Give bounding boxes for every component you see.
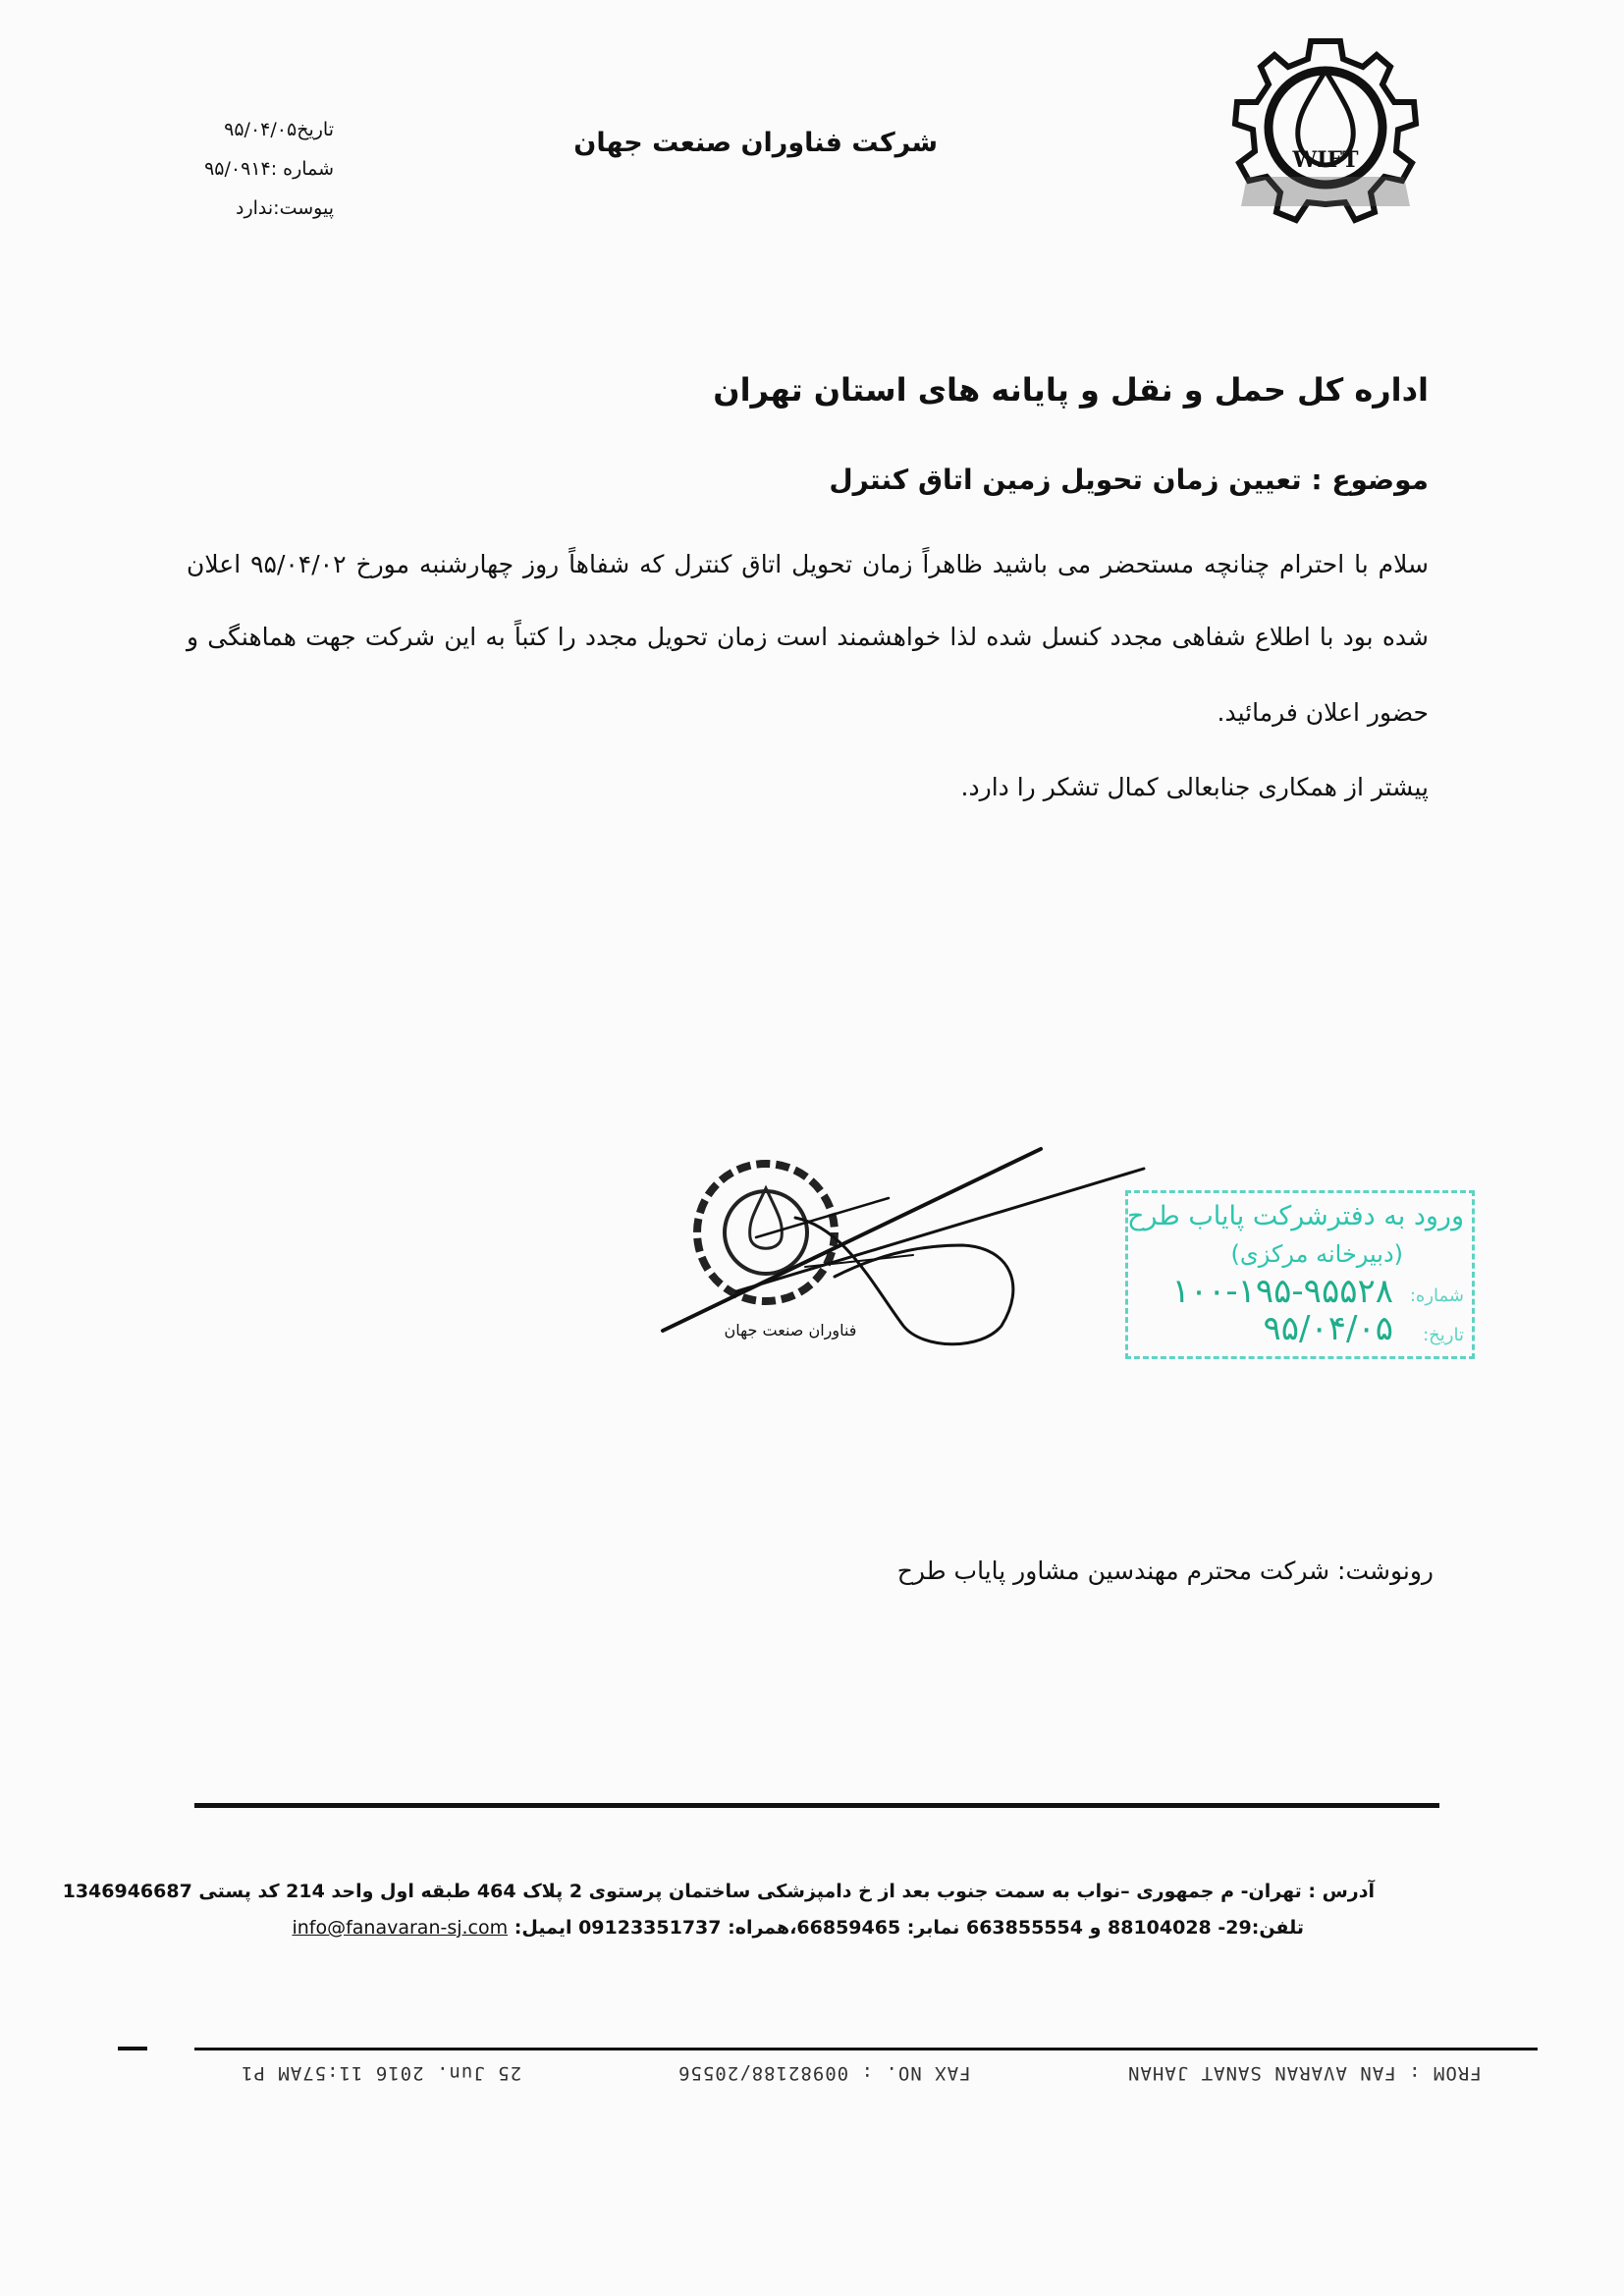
subject-line: موضوع : تعیین زمان تحویل زمین اتاق کنترل — [829, 464, 1429, 496]
scan-mark — [118, 2047, 147, 2050]
body-line: شده بود با اطلاع شفاهی مجدد کنسل شده لذا خواهشمند است زمان تحویل مجدد را کتباً به این شرکت جهت هماهنگی و — [187, 623, 1429, 651]
stamp-subtitle: (دبیرخانه مرکزی) — [1230, 1240, 1403, 1268]
body-line: پیشتر از همکاری جنابعالی کمال تشکر را دارد. — [960, 773, 1429, 801]
footer-email-link[interactable]: info@fanavaran-sj.com — [292, 1917, 509, 1939]
svg-text:WIFT: WIFT — [1292, 147, 1359, 173]
footer-divider — [194, 1803, 1439, 1808]
company-logo-gear-drop — [1227, 29, 1424, 236]
footer-phones: تلفن:29- 88104028 و 663855554 نمابر: 66859465،همراه: 09123351737 ایمیل: — [514, 1917, 1304, 1939]
stamp-number-value: ۱۰۰-۱۹۵-۹۵۵۲۸ — [1171, 1272, 1393, 1311]
company-name-heading: شرکت فناوران صنعت جهان — [573, 128, 938, 158]
letter-meta — [187, 110, 334, 228]
footer-contact — [196, 1917, 1304, 1939]
received-stamp — [1125, 1190, 1475, 1359]
stamp-number-label: شماره: — [1409, 1285, 1464, 1306]
stamp-date-label: تاریخ: — [1423, 1325, 1464, 1345]
letter-date: تاریخ۹۵/۰۴/۰۵ — [224, 119, 334, 140]
seal-text: فناوران صنعت جهان — [724, 1321, 857, 1339]
stamp-date-value: ۹۵/۰۴/۰۵ — [1263, 1309, 1393, 1348]
letter-number: شماره :۹۵/۰۹۱۴ — [204, 158, 334, 180]
carbon-copy-line: رونوشت: شرکت محترم مهندسین مشاور پایاب طرح — [896, 1557, 1434, 1585]
fax-datetime-page: 25 Jun. 2016 11:57AM P1 — [241, 2062, 522, 2084]
letter-attachment: پیوست:ندارد — [236, 197, 334, 219]
recipient-heading: اداره کل حمل و نقل و پایانه های استان تهران — [713, 371, 1429, 409]
fax-number: FAX NO. : 00982188/20556 — [677, 2062, 971, 2084]
body-line: حضور اعلان فرمائید. — [1217, 698, 1429, 727]
body-line: سلام با احترام چنانچه مستحضر می باشید ظاهراً زمان تحویل اتاق کنترل که شفاهاً روز چهارشنبه مورخ ۹۵/۰۴/۰۲ اعلان — [187, 550, 1429, 578]
signature-and-seal — [648, 1129, 1149, 1355]
fax-from: FROM : FAN AVARAN SANAT JAHAN — [1127, 2062, 1482, 2084]
footer-address: آدرس : تهران- م جمهوری –نواب به سمت جنوب بعد از خ دامپزشکی ساختمان پرستوی 2 پلاک 464 طبقه اول واحد 214 کد پستی 1346946687 — [62, 1881, 1375, 1902]
fax-divider — [194, 2048, 1538, 2050]
stamp-title: ورود به دفترشرکت پایاب طرح — [1126, 1201, 1464, 1231]
